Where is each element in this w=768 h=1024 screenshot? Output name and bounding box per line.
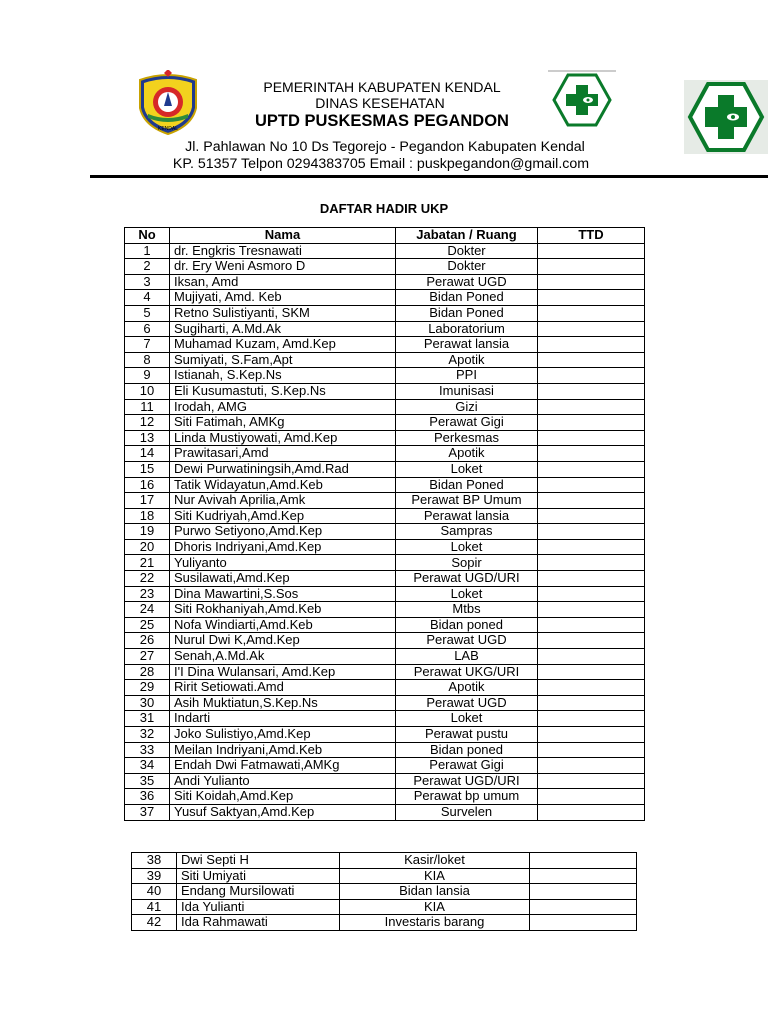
row-name: Endang Mursilowati bbox=[177, 884, 340, 900]
row-signature[interactable] bbox=[538, 586, 645, 602]
row-number: 36 bbox=[125, 789, 170, 805]
row-number: 12 bbox=[125, 415, 170, 431]
column-header-no: No bbox=[125, 228, 170, 244]
row-signature[interactable] bbox=[538, 305, 645, 321]
row-name: Indarti bbox=[170, 711, 396, 727]
row-signature[interactable] bbox=[538, 649, 645, 665]
row-number: 40 bbox=[132, 884, 177, 900]
row-position: Perawat pustu bbox=[396, 727, 538, 743]
table-row bbox=[125, 461, 645, 477]
row-position: Perawat lansia bbox=[396, 337, 538, 353]
row-position: Loket bbox=[396, 539, 538, 555]
row-number: 41 bbox=[132, 899, 177, 915]
row-name: Andi Yulianto bbox=[170, 773, 396, 789]
row-name: I'I Dina Wulansari, Amd.Kep bbox=[170, 664, 396, 680]
row-number: 1 bbox=[125, 243, 170, 259]
row-signature[interactable] bbox=[538, 727, 645, 743]
table-row bbox=[125, 555, 645, 571]
row-name: dr. Ery Weni Asmoro D bbox=[170, 259, 396, 275]
row-name: Ririt Setiowati.Amd bbox=[170, 680, 396, 696]
row-number: 32 bbox=[125, 727, 170, 743]
svg-text:KENDAL: KENDAL bbox=[157, 126, 179, 132]
row-number: 37 bbox=[125, 804, 170, 820]
table-row bbox=[125, 477, 645, 493]
row-number: 6 bbox=[125, 321, 170, 337]
table-row bbox=[125, 415, 645, 431]
row-name: Ida Rahmawati bbox=[177, 915, 340, 931]
table-row bbox=[125, 539, 645, 555]
table-row bbox=[125, 742, 645, 758]
row-name: Nurul Dwi K,Amd.Kep bbox=[170, 633, 396, 649]
row-number: 29 bbox=[125, 680, 170, 696]
row-position: Bidan lansia bbox=[340, 884, 530, 900]
table-row bbox=[125, 508, 645, 524]
row-position: Perawat UGD bbox=[396, 633, 538, 649]
row-position: Perawat bp umum bbox=[396, 789, 538, 805]
row-name: Tatik Widayatun,Amd.Keb bbox=[170, 477, 396, 493]
row-position: Loket bbox=[396, 586, 538, 602]
row-name: Purwo Setiyono,Amd.Kep bbox=[170, 524, 396, 540]
row-name: Siti Kudriyah,Amd.Kep bbox=[170, 508, 396, 524]
row-position: Gizi bbox=[396, 399, 538, 415]
row-position: Sampras bbox=[396, 524, 538, 540]
row-signature[interactable] bbox=[538, 758, 645, 774]
row-signature[interactable] bbox=[538, 493, 645, 509]
row-number: 18 bbox=[125, 508, 170, 524]
row-name: Meilan Indriyani,Amd.Keb bbox=[170, 742, 396, 758]
row-position: Bidan Poned bbox=[396, 477, 538, 493]
table-row bbox=[125, 352, 645, 368]
row-position: Perawat BP Umum bbox=[396, 493, 538, 509]
row-position: Bidan Poned bbox=[396, 305, 538, 321]
row-name: Ida Yulianti bbox=[177, 899, 340, 915]
header-government: PEMERINTAH KABUPATEN KENDAL bbox=[263, 79, 501, 95]
row-name: Siti Rokhaniyah,Amd.Keb bbox=[170, 602, 396, 618]
row-number: 7 bbox=[125, 337, 170, 353]
row-position: Laboratorium bbox=[396, 321, 538, 337]
table-row bbox=[125, 773, 645, 789]
row-name: Dwi Septi H bbox=[177, 853, 340, 869]
table-row bbox=[125, 243, 645, 259]
row-name: Dewi Purwatiningsih,Amd.Rad bbox=[170, 461, 396, 477]
row-position: Kasir/loket bbox=[340, 853, 530, 869]
row-position: Bidan Poned bbox=[396, 290, 538, 306]
row-name: Siti Umiyati bbox=[177, 868, 340, 884]
table-row bbox=[125, 602, 645, 618]
table-row bbox=[125, 571, 645, 587]
row-signature[interactable] bbox=[530, 853, 637, 869]
row-name: Siti Fatimah, AMKg bbox=[170, 415, 396, 431]
row-number: 42 bbox=[132, 915, 177, 931]
table-row bbox=[125, 368, 645, 384]
row-name: Nur Avivah Aprilia,Amk bbox=[170, 493, 396, 509]
table-row bbox=[125, 695, 645, 711]
row-signature[interactable] bbox=[538, 633, 645, 649]
row-signature[interactable] bbox=[538, 477, 645, 493]
row-number: 10 bbox=[125, 383, 170, 399]
row-number: 35 bbox=[125, 773, 170, 789]
table-row bbox=[125, 399, 645, 415]
table-row bbox=[125, 321, 645, 337]
row-position: Apotik bbox=[396, 680, 538, 696]
row-position: LAB bbox=[396, 649, 538, 665]
row-signature[interactable] bbox=[538, 524, 645, 540]
header-institution: UPTD PUSKESMAS PEGANDON bbox=[255, 112, 509, 130]
row-number: 4 bbox=[125, 290, 170, 306]
row-name: Iksan, Amd bbox=[170, 274, 396, 290]
table-row bbox=[125, 758, 645, 774]
row-name: Sumiyati, S.Fam,Apt bbox=[170, 352, 396, 368]
row-number: 24 bbox=[125, 602, 170, 618]
table-row bbox=[125, 617, 645, 633]
table-row bbox=[125, 649, 645, 665]
row-position: Sopir bbox=[396, 555, 538, 571]
row-signature[interactable] bbox=[538, 789, 645, 805]
column-header-signature: TTD bbox=[538, 228, 645, 244]
row-number: 17 bbox=[125, 493, 170, 509]
row-signature[interactable] bbox=[538, 383, 645, 399]
header-department: DINAS KESEHATAN bbox=[315, 95, 445, 111]
row-signature[interactable] bbox=[538, 321, 645, 337]
row-position: Perawat UGD/URI bbox=[396, 773, 538, 789]
row-signature[interactable] bbox=[538, 680, 645, 696]
table-row bbox=[125, 789, 645, 805]
row-number: 22 bbox=[125, 571, 170, 587]
table-row bbox=[125, 493, 645, 509]
row-name: Senah,A.Md.Ak bbox=[170, 649, 396, 665]
row-name: Eli Kusumastuti, S.Kep.Ns bbox=[170, 383, 396, 399]
table-row bbox=[125, 586, 645, 602]
row-number: 16 bbox=[125, 477, 170, 493]
row-name: Dina Mawartini,S.Sos bbox=[170, 586, 396, 602]
table-row bbox=[132, 884, 637, 900]
attendance-table-continued bbox=[131, 852, 637, 931]
row-number: 14 bbox=[125, 446, 170, 462]
row-number: 34 bbox=[125, 758, 170, 774]
row-signature[interactable] bbox=[538, 508, 645, 524]
table-row bbox=[125, 430, 645, 446]
row-position: Loket bbox=[396, 711, 538, 727]
row-signature[interactable] bbox=[538, 352, 645, 368]
row-signature[interactable] bbox=[538, 617, 645, 633]
document-title: DAFTAR HADIR UKP bbox=[319, 201, 449, 216]
table-row bbox=[125, 711, 645, 727]
row-position: Perawat UGD/URI bbox=[396, 571, 538, 587]
column-header-position: Jabatan / Ruang bbox=[396, 228, 538, 244]
row-signature[interactable] bbox=[538, 773, 645, 789]
row-number: 19 bbox=[125, 524, 170, 540]
row-signature[interactable] bbox=[538, 539, 645, 555]
row-position: PPI bbox=[396, 368, 538, 384]
row-number: 23 bbox=[125, 586, 170, 602]
row-signature[interactable] bbox=[538, 571, 645, 587]
row-number: 3 bbox=[125, 274, 170, 290]
row-number: 13 bbox=[125, 430, 170, 446]
row-position: Dokter bbox=[396, 243, 538, 259]
column-header-name: Nama bbox=[170, 228, 396, 244]
row-position: Perawat UKG/URI bbox=[396, 664, 538, 680]
row-signature[interactable] bbox=[538, 274, 645, 290]
row-signature[interactable] bbox=[538, 711, 645, 727]
row-number: 39 bbox=[132, 868, 177, 884]
row-name: Yuliyanto bbox=[170, 555, 396, 571]
row-name: Istianah, S.Kep.Ns bbox=[170, 368, 396, 384]
row-position: Perkesmas bbox=[396, 430, 538, 446]
table-row bbox=[132, 853, 637, 869]
row-signature[interactable] bbox=[530, 868, 637, 884]
table-row bbox=[125, 664, 645, 680]
row-number: 26 bbox=[125, 633, 170, 649]
table-row bbox=[132, 915, 637, 931]
row-position: Apotik bbox=[396, 446, 538, 462]
row-name: Susilawati,Amd.Kep bbox=[170, 571, 396, 587]
row-name: Irodah, AMG bbox=[170, 399, 396, 415]
row-position: Perawat Gigi bbox=[396, 415, 538, 431]
row-signature[interactable] bbox=[538, 461, 645, 477]
row-name: Linda Mustiyowati, Amd.Kep bbox=[170, 430, 396, 446]
row-name: Sugiharti, A.Md.Ak bbox=[170, 321, 396, 337]
row-signature[interactable] bbox=[538, 695, 645, 711]
row-signature[interactable] bbox=[538, 243, 645, 259]
row-signature[interactable] bbox=[538, 602, 645, 618]
attendance-table bbox=[124, 227, 645, 821]
table-row bbox=[125, 633, 645, 649]
table-row bbox=[132, 868, 637, 884]
row-position: Perawat Gigi bbox=[396, 758, 538, 774]
row-signature[interactable] bbox=[538, 399, 645, 415]
row-signature[interactable] bbox=[538, 337, 645, 353]
table-row bbox=[125, 446, 645, 462]
table-header-row bbox=[125, 228, 645, 244]
row-signature[interactable] bbox=[538, 368, 645, 384]
row-number: 11 bbox=[125, 399, 170, 415]
row-number: 5 bbox=[125, 305, 170, 321]
table-row bbox=[125, 524, 645, 540]
header-contact: KP. 51357 Telpon 0294383705 Email : puskpegandon@gmail.com bbox=[172, 156, 590, 172]
row-number: 2 bbox=[125, 259, 170, 275]
row-signature[interactable] bbox=[538, 555, 645, 571]
row-number: 9 bbox=[125, 368, 170, 384]
table-row bbox=[125, 383, 645, 399]
row-name: Muhamad Kuzam, Amd.Kep bbox=[170, 337, 396, 353]
row-number: 8 bbox=[125, 352, 170, 368]
row-position: Loket bbox=[396, 461, 538, 477]
row-name: Mujiyati, Amd. Keb bbox=[170, 290, 396, 306]
table-row bbox=[125, 680, 645, 696]
row-name: Asih Muktiatun,S.Kep.Ns bbox=[170, 695, 396, 711]
table-row bbox=[125, 290, 645, 306]
row-signature[interactable] bbox=[538, 290, 645, 306]
row-signature[interactable] bbox=[538, 415, 645, 431]
row-signature[interactable] bbox=[530, 899, 637, 915]
row-name: Nofa Windiarti,Amd.Keb bbox=[170, 617, 396, 633]
row-position: Bidan poned bbox=[396, 617, 538, 633]
row-number: 30 bbox=[125, 695, 170, 711]
row-signature[interactable] bbox=[538, 446, 645, 462]
header-address: Jl. Pahlawan No 10 Ds Tegorejo - Pegandon Kabupaten Kendal bbox=[185, 139, 585, 155]
row-signature[interactable] bbox=[538, 259, 645, 275]
row-number: 28 bbox=[125, 664, 170, 680]
row-number: 25 bbox=[125, 617, 170, 633]
row-name: Yusuf Saktyan,Amd.Kep bbox=[170, 804, 396, 820]
table-row bbox=[125, 337, 645, 353]
row-signature[interactable] bbox=[538, 804, 645, 820]
row-name: Siti Koidah,Amd.Kep bbox=[170, 789, 396, 805]
table-row bbox=[125, 804, 645, 820]
row-position: Perawat UGD bbox=[396, 695, 538, 711]
row-number: 21 bbox=[125, 555, 170, 571]
row-signature[interactable] bbox=[538, 430, 645, 446]
row-signature[interactable] bbox=[530, 884, 637, 900]
row-signature[interactable] bbox=[530, 915, 637, 931]
row-name: dr. Engkris Tresnawati bbox=[170, 243, 396, 259]
table-row bbox=[125, 274, 645, 290]
row-signature[interactable] bbox=[538, 742, 645, 758]
row-name: Endah Dwi Fatmawati,AMKg bbox=[170, 758, 396, 774]
row-name: Dhoris Indriyani,Amd.Kep bbox=[170, 539, 396, 555]
row-number: 15 bbox=[125, 461, 170, 477]
row-signature[interactable] bbox=[538, 664, 645, 680]
row-name: Prawitasari,Amd bbox=[170, 446, 396, 462]
row-name: Retno Sulistiyanti, SKM bbox=[170, 305, 396, 321]
row-position: Perawat UGD bbox=[396, 274, 538, 290]
table-row bbox=[125, 305, 645, 321]
row-position: Bidan poned bbox=[396, 742, 538, 758]
table-row bbox=[125, 727, 645, 743]
row-position: KIA bbox=[340, 868, 530, 884]
row-number: 38 bbox=[132, 853, 177, 869]
row-position: Survelen bbox=[396, 804, 538, 820]
row-position: KIA bbox=[340, 899, 530, 915]
row-number: 33 bbox=[125, 742, 170, 758]
row-position: Investaris barang bbox=[340, 915, 530, 931]
row-position: Apotik bbox=[396, 352, 538, 368]
table-row bbox=[132, 899, 637, 915]
row-position: Perawat lansia bbox=[396, 508, 538, 524]
table-row bbox=[125, 259, 645, 275]
row-position: Dokter bbox=[396, 259, 538, 275]
row-number: 20 bbox=[125, 539, 170, 555]
row-number: 27 bbox=[125, 649, 170, 665]
row-number: 31 bbox=[125, 711, 170, 727]
header-divider bbox=[90, 175, 768, 178]
row-name: Joko Sulistiyo,Amd.Kep bbox=[170, 727, 396, 743]
row-position: Imunisasi bbox=[396, 383, 538, 399]
row-position: Mtbs bbox=[396, 602, 538, 618]
